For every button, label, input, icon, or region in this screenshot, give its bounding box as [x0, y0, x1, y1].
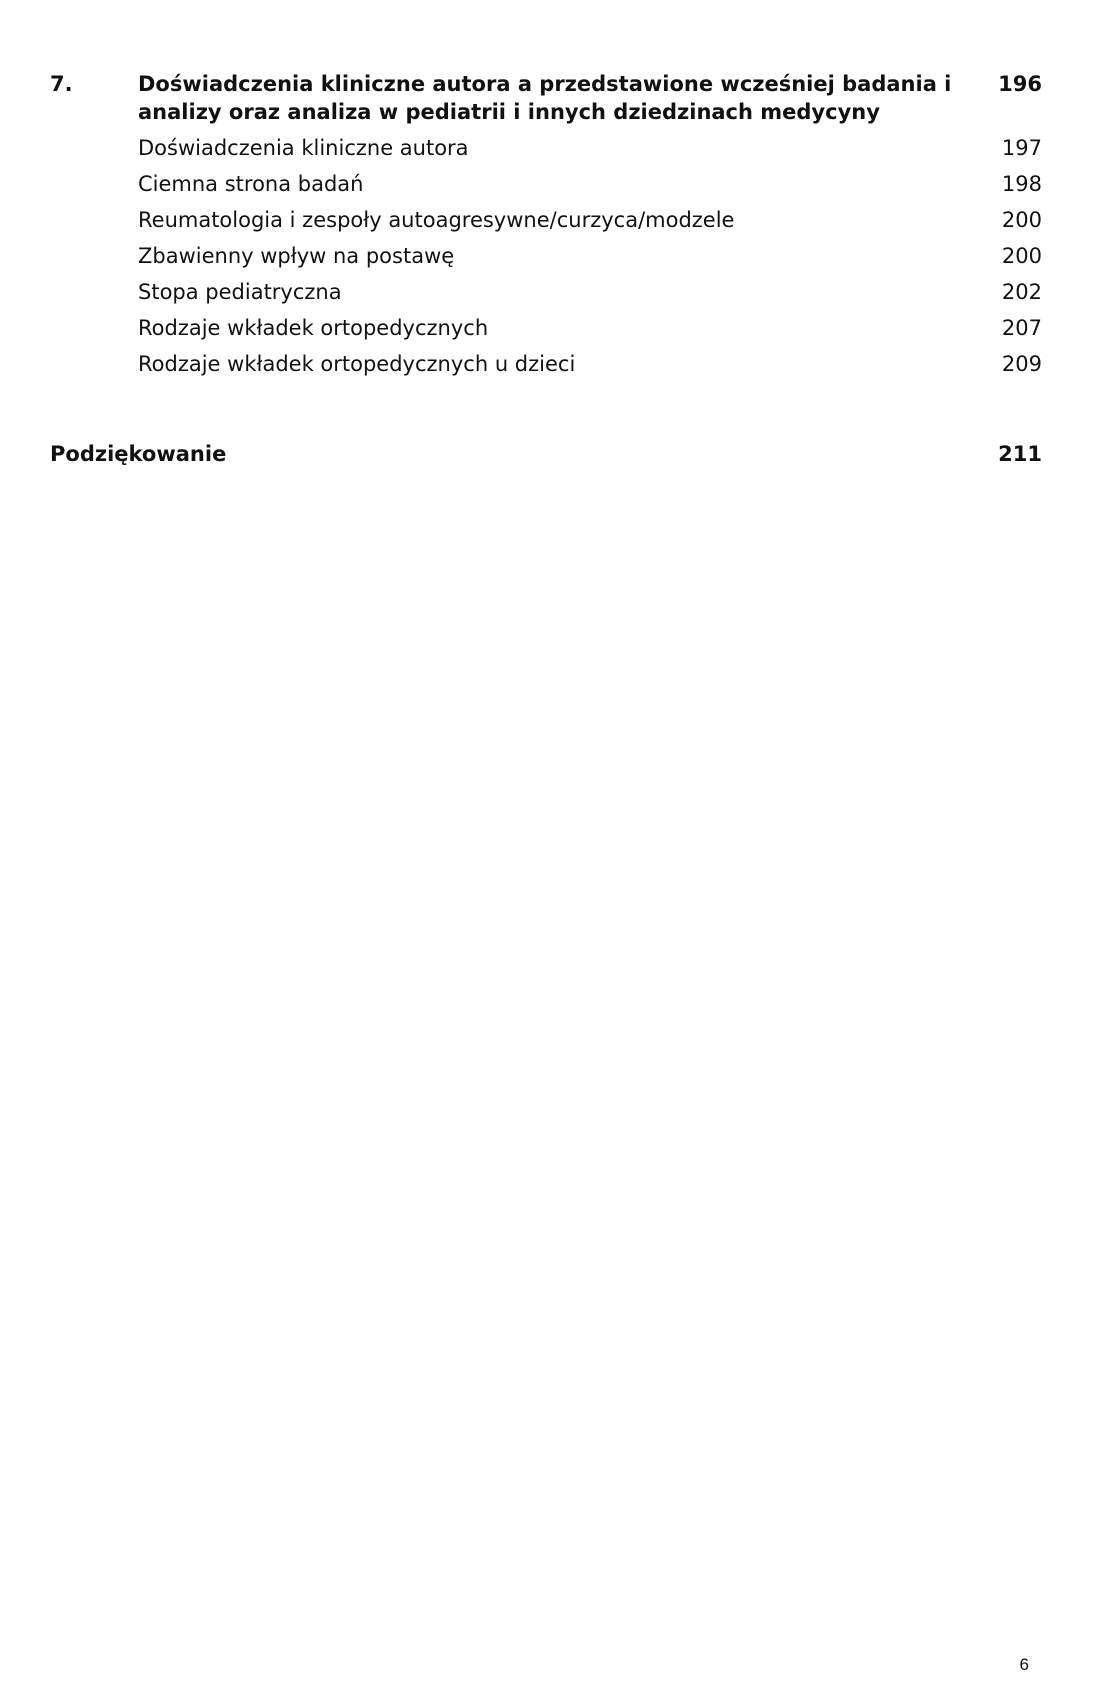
toc-entry-page: 200 — [1001, 244, 1042, 268]
toc-entry-title: Doświadczenia kliniczne autora — [138, 136, 469, 160]
toc-entry-title: Zbawienny wpływ na postawę — [138, 244, 455, 268]
toc-entry-page: 198 — [1001, 172, 1042, 196]
toc-entries — [50, 130, 1042, 382]
toc-chapter-7 — [50, 70, 1042, 382]
toc-entry-page: 200 — [1001, 208, 1042, 232]
toc-entry-title: Ciemna strona badań — [138, 172, 364, 196]
toc-entry-title: Rodzaje wkładek ortopedycznych u dzieci — [138, 352, 576, 376]
toc-acknowledgements — [50, 442, 1042, 466]
toc-entry-title: Reumatologia i zespoły autoagresywne/curzyca/modzele — [138, 208, 735, 232]
chapter-title: Doświadczenia kliniczne autora a przedstawione wcześniej badania i analizy oraz analiza w pediatrii i innych dziedzinach medycyny — [138, 72, 952, 124]
acknowledgements-title: Podziękowanie — [50, 442, 227, 466]
chapter-number: 7. — [50, 72, 73, 96]
toc-entry-title: Stopa pediatryczna — [138, 280, 342, 304]
toc-entry-page: 197 — [1001, 136, 1042, 160]
page-number: 6 — [1019, 1655, 1029, 1674]
chapter-page-number: 196 — [998, 72, 1042, 96]
toc-entry-page: 202 — [1001, 280, 1042, 304]
toc-entry — [138, 274, 1042, 310]
toc-entry — [138, 202, 1042, 238]
toc-entry — [138, 130, 1042, 166]
toc-entry-title: Rodzaje wkładek ortopedycznych — [138, 316, 489, 340]
toc-entry — [138, 166, 1042, 202]
toc-entry — [138, 238, 1042, 274]
toc-entry-page: 209 — [1001, 352, 1042, 376]
toc-entry — [138, 310, 1042, 346]
toc-entry-page: 207 — [1001, 316, 1042, 340]
toc-entry — [138, 346, 1042, 382]
chapter-heading — [50, 70, 1042, 126]
acknowledgements-page-number: 211 — [998, 442, 1042, 466]
